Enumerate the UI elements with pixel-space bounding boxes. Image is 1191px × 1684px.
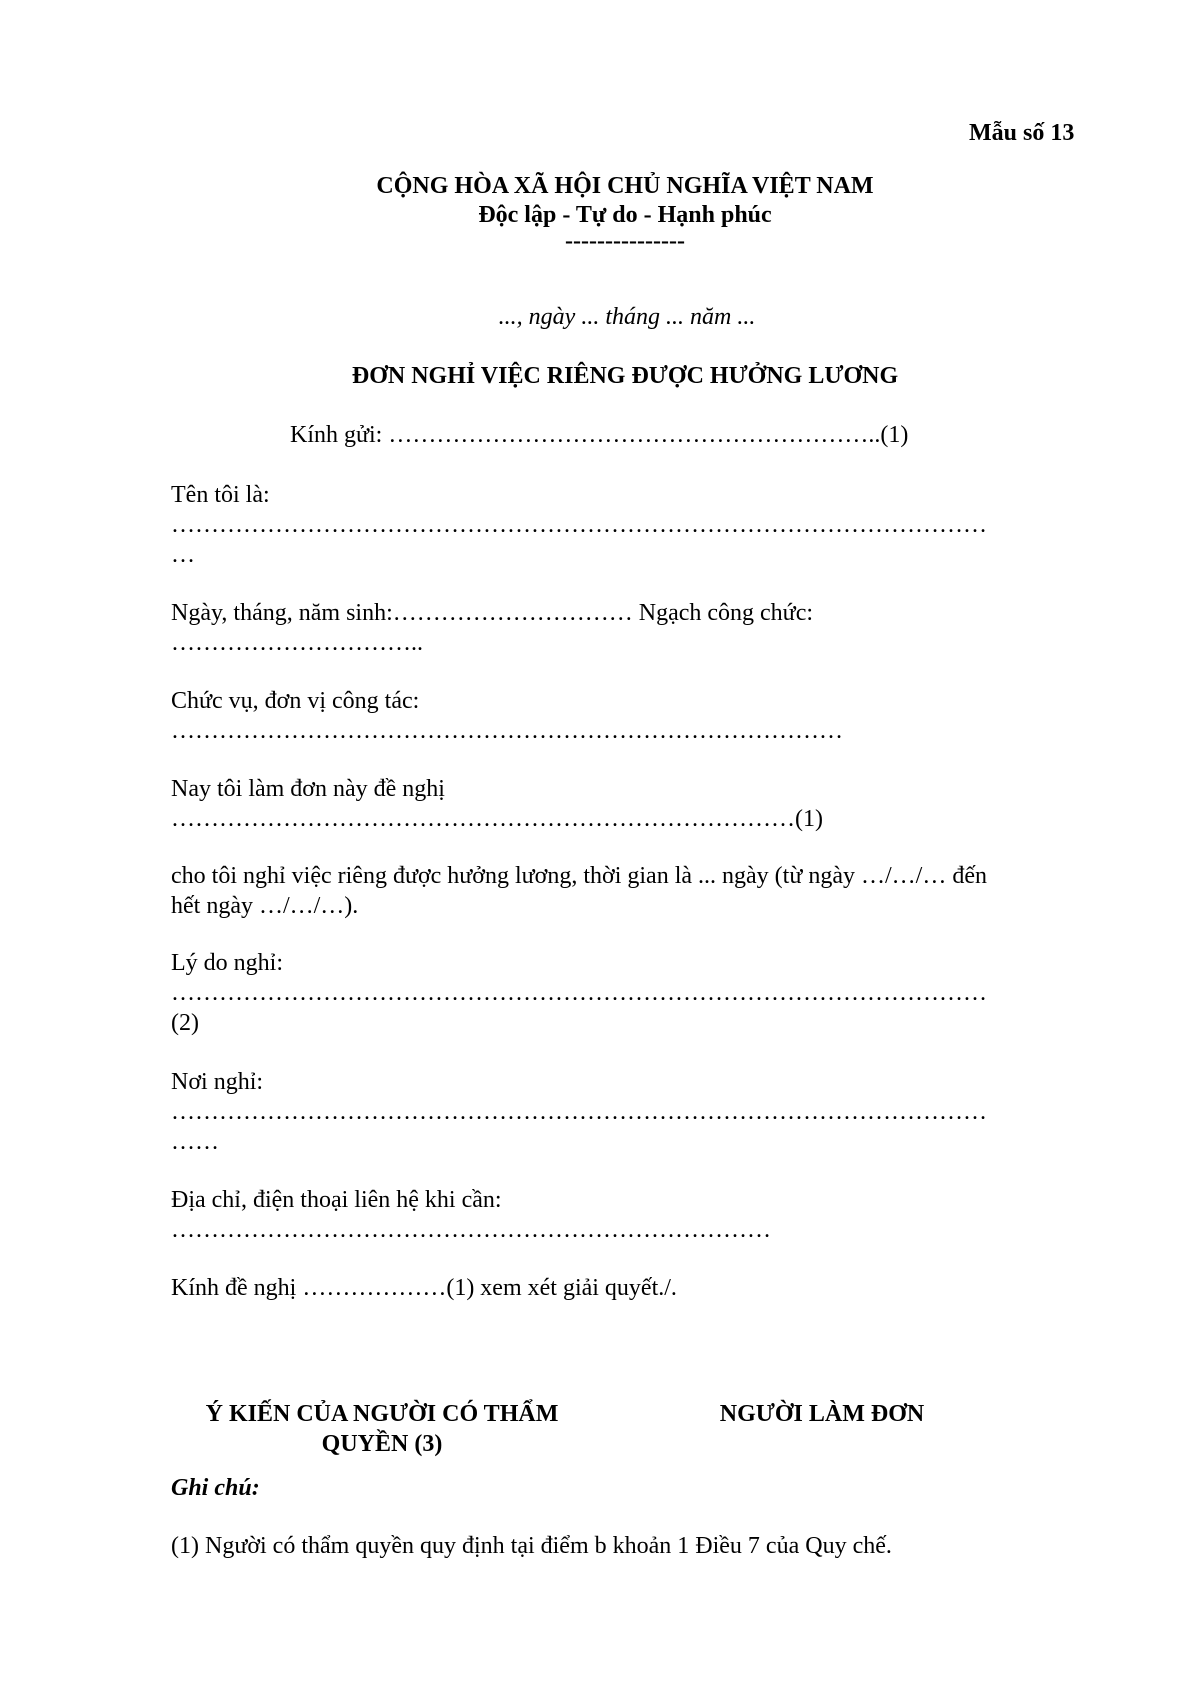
reason-note: (2)	[171, 1010, 199, 1036]
leave-line-1: cho tôi nghỉ việc riêng được hưởng lương, thời gian là ... ngày (từ ngày …/…/… đến	[171, 863, 987, 889]
national-title: CỘNG HÒA XÃ HỘI CHỦ NGHĨA VIỆT NAM	[376, 173, 874, 199]
national-motto: Độc lập - Tự do - Hạnh phúc	[478, 202, 772, 228]
position-dots: …………………………………………………………………………	[171, 718, 843, 744]
recipient-line: Kính gửi: ……………………………………………………..(1)	[290, 422, 909, 448]
authority-opinion-heading: Ý KIẾN CỦA NGƯỜI CÓ THẨM	[205, 1401, 559, 1427]
date-line: ..., ngày ... tháng ... năm ...	[498, 304, 756, 330]
notes-heading: Ghi chú:	[171, 1475, 260, 1501]
closing-line: Kính đề nghị ………………(1) xem xét giải quyết./.	[171, 1275, 677, 1301]
dob-dots-cont: …………………………..	[171, 630, 423, 656]
dob-line: Ngày, tháng, năm sinh:………………………… Ngạch công chức:	[171, 600, 814, 626]
reason-dots: …………………………………………………………………………………………	[171, 980, 987, 1006]
name-label: Tên tôi là:	[171, 482, 270, 508]
reason-label: Lý do nghỉ:	[171, 950, 283, 976]
authority-opinion-heading-cont: QUYỀN (3)	[321, 1431, 443, 1457]
note-1: (1) Người có thẩm quyền quy định tại điểm b khoản 1 Điều 7 của Quy chế.	[171, 1533, 892, 1559]
name-dots-cont: …	[171, 542, 195, 568]
name-dots: …………………………………………………………………………………………	[171, 512, 987, 538]
place-dots: …………………………………………………………………………………………	[171, 1099, 987, 1125]
position-label: Chức vụ, đơn vị công tác:	[171, 688, 420, 714]
form-number: Mẫu số 13	[969, 120, 1075, 146]
contact-dots: …………………………………………………………………	[171, 1217, 771, 1243]
applicant-heading: NGƯỜI LÀM ĐƠN	[719, 1401, 925, 1427]
contact-label: Địa chỉ, điện thoại liên hệ khi cần:	[171, 1187, 502, 1213]
header-separator: ---------------	[565, 228, 685, 254]
place-label: Nơi nghỉ:	[171, 1069, 264, 1095]
leave-line-2: hết ngày …/…/…).	[171, 893, 359, 919]
document-title: ĐƠN NGHỈ VIỆC RIÊNG ĐƯỢC HƯỞNG LƯƠNG	[351, 363, 899, 389]
request-label: Nay tôi làm đơn này đề nghị	[171, 776, 445, 802]
place-dots-cont: ……	[171, 1129, 219, 1155]
request-dots: ……………………………………………………………………(1)	[171, 806, 823, 832]
